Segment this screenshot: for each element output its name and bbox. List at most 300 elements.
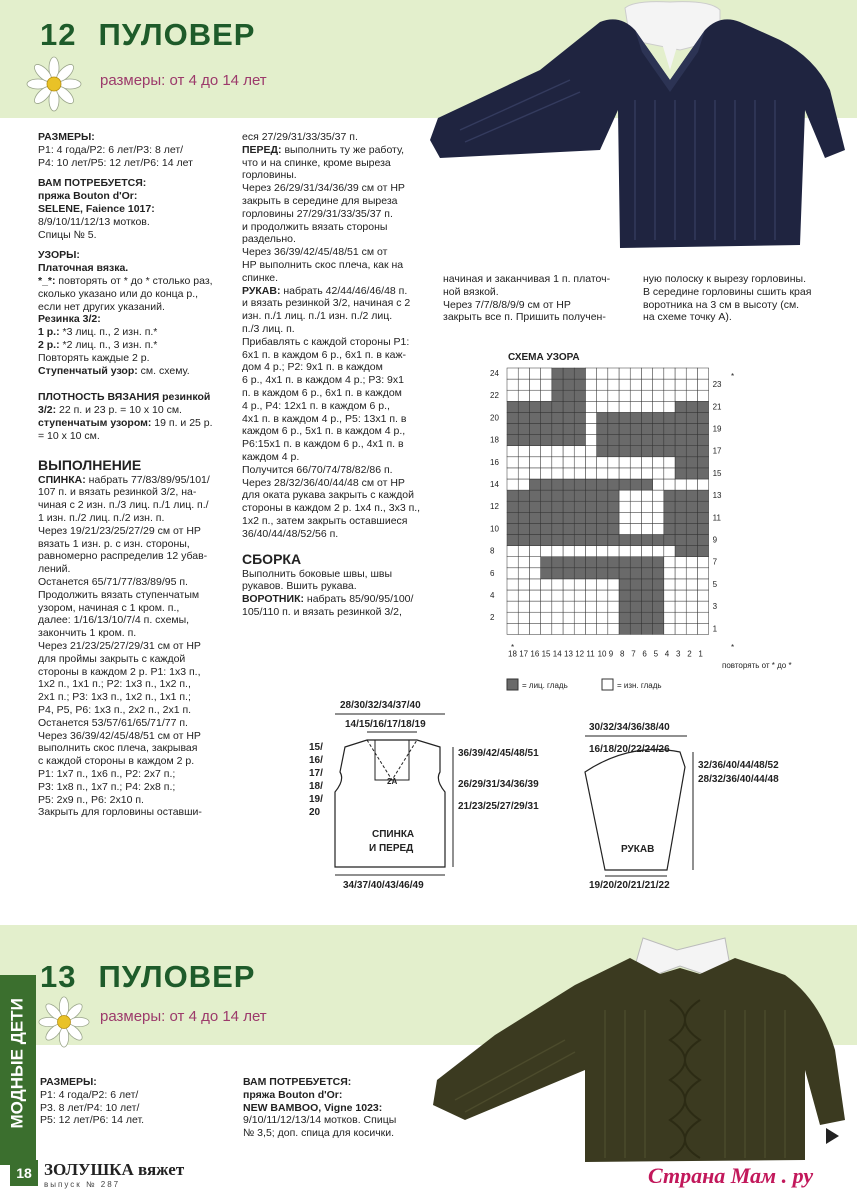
chart-cell <box>507 379 518 390</box>
chart-cell <box>697 412 708 423</box>
chart-cell <box>664 546 675 557</box>
next-page-arrow-icon[interactable] <box>826 1128 839 1144</box>
body-scheme <box>305 692 555 892</box>
chart-cell <box>552 412 563 423</box>
chart-cell <box>518 390 529 401</box>
chart-cell <box>675 401 686 412</box>
chart-cell <box>507 523 518 534</box>
chart-cell <box>608 468 619 479</box>
chart-cell <box>653 612 664 623</box>
chart-cell <box>653 368 664 379</box>
chart-cell <box>518 501 529 512</box>
chart-cell <box>697 501 708 512</box>
chart-cell <box>641 512 652 523</box>
chart-cell <box>630 546 641 557</box>
chart-cell <box>518 568 529 579</box>
chart-cell <box>541 368 552 379</box>
chart-cell <box>664 457 675 468</box>
chart-cell <box>686 401 697 412</box>
chart-cell <box>507 468 518 479</box>
chart-cell <box>630 523 641 534</box>
chart-right-label: 9 <box>712 535 718 545</box>
chart-bottom-label: 6 <box>642 649 647 659</box>
chart-cell <box>597 401 608 412</box>
chart-cell <box>552 568 563 579</box>
chart-cell <box>507 501 518 512</box>
chart-cell <box>529 457 540 468</box>
chart-cell <box>686 579 697 590</box>
chart-left-label: 22 <box>490 391 499 401</box>
chart-bottom-label: 8 <box>620 649 625 659</box>
chart-cell <box>529 535 540 546</box>
chart-cell <box>597 568 608 579</box>
chart-cell <box>653 601 664 612</box>
chart-cell <box>641 501 652 512</box>
chart-cell <box>574 368 585 379</box>
sleeve-label: РУКАВ <box>621 844 655 855</box>
chart-cell <box>697 612 708 623</box>
chart-cell <box>630 401 641 412</box>
chart-cell <box>675 557 686 568</box>
chart-cell <box>619 479 630 490</box>
chart-cell <box>675 424 686 435</box>
chart-cell <box>541 468 552 479</box>
chart-cell <box>608 512 619 523</box>
chart-cell <box>507 579 518 590</box>
legend-light-swatch <box>602 679 613 690</box>
chart-cell <box>597 368 608 379</box>
chart-cell <box>552 623 563 634</box>
chart-cell <box>585 368 596 379</box>
chart-cell <box>529 490 540 501</box>
chart-cell <box>563 501 574 512</box>
chart-cell <box>608 490 619 501</box>
chart-cell <box>697 568 708 579</box>
chart-cell <box>585 412 596 423</box>
chart-cell <box>585 590 596 601</box>
chart-cell <box>664 435 675 446</box>
chart-cell <box>664 557 675 568</box>
chart-cell <box>619 535 630 546</box>
chart-cell <box>664 601 675 612</box>
chart-cell <box>664 390 675 401</box>
column-2: еся 27/29/31/33/35/37 п. ПЕРЕД: выполнить ту же работу, что и на спинке, кроме выреза горловины. Через 26/29/31/34/36/39 см от НР закрыть в середине для выреза горловины 27/29/31/33/35/37 п. и продолжить вязать стороны раздельно. Через 36/39/42/45/48/51 см от НР выполнить скос плеча, как на спинке. РУКАВ: набрать 42/44/46/46/48 п. и вязать резинкой 3/2, начиная с 2 изн. п./1 лиц. п./1 изн. п./2 лиц. п./3 лиц. п. Прибавлять с каждой стороны Р1: 6х1 п. в каждом 6 р., 6х1 п. в каж- дом 4 р.; Р2: 9х1 п. в каждом 6 р., 4х1 п. в каждом 4 р.; Р3: 9х1 п. в каждом 6 р., 6х1 п. в каждом 4 р., Р4: 12х1 п. в каждом 6 р., 4х1 п. в каждом 4 р., Р5: 13х1 п. в каждом 6 р., 5х1 п. в каждом 4 р., Р6:15х1 п. в каждом 6 р., 4х1 п. в каждом 4 р. Получится 66/70/74/78/82/86 п. Через 28/32/36/40/44/48 см от НР для оката рукава закрыть с каждой стороны в каждом 2 р. 1х4 п., 3х3 п., 1х2 п., затем закрыть оставшиеся 36/40/44/48/52/56 п. СБОРКА Выполнить боковые швы, швы рукавов. Вшить рукава. ВОРОТНИК: набрать 85/90/95/100/ 105/110 п. и вязать резинкой 3/2, <box>242 131 421 618</box>
chart-cell <box>653 535 664 546</box>
chart-cell <box>507 546 518 557</box>
chart-cell <box>507 457 518 468</box>
chart-cell <box>529 523 540 534</box>
sweater-12-photo <box>420 0 857 255</box>
chart-cell <box>608 535 619 546</box>
chart-cell <box>619 557 630 568</box>
chart-cell <box>574 479 585 490</box>
chart-cell <box>675 390 686 401</box>
chart-cell <box>653 390 664 401</box>
chart-cell <box>630 368 641 379</box>
chart-cell <box>574 535 585 546</box>
body-left-2: 16/ <box>309 755 323 766</box>
chart-cell <box>697 523 708 534</box>
chart-cell <box>686 501 697 512</box>
chart-left-label: 10 <box>490 524 499 534</box>
chart-cell <box>619 512 630 523</box>
chart-cell <box>608 379 619 390</box>
chart-cell <box>619 568 630 579</box>
chart-cell <box>664 468 675 479</box>
chart-cell <box>641 590 652 601</box>
chart-cell <box>653 479 664 490</box>
chart-cell <box>541 523 552 534</box>
chart-cell <box>585 401 596 412</box>
chart-cell <box>686 457 697 468</box>
section-13-sizes: размеры: от 4 до 14 лет <box>100 1008 267 1025</box>
chart-bottom-label: 9 <box>608 649 614 659</box>
chart-cell <box>686 535 697 546</box>
chart-cell <box>574 501 585 512</box>
chart-cell <box>697 601 708 612</box>
chart-cell <box>619 523 630 534</box>
chart-cell <box>608 479 619 490</box>
chart-cell <box>529 623 540 634</box>
chart-cell <box>552 435 563 446</box>
chart-cell <box>641 579 652 590</box>
body-label-1: СПИНКА <box>372 829 415 840</box>
chart-cell <box>552 546 563 557</box>
chart-cell <box>641 612 652 623</box>
chart-cell <box>585 457 596 468</box>
chart-cell <box>697 535 708 546</box>
chart-cell <box>641 368 652 379</box>
chart-cell <box>552 535 563 546</box>
chart-cell <box>675 468 686 479</box>
column-1: РАЗМЕРЫ: Р1: 4 года/Р2: 6 лет/Р3: 8 лет/ Р4: 10 лет/Р5: 12 лет/Р6: 14 лет ВАМ ПОТРЕБУЕТСЯ: пряжа Bouton d'Or: SELENE, Faience 1017: 8/9/10/11/12/13 мотков. Спицы № 5. УЗОРЫ: Платочная вязка. *_*: повторять от * до * столько раз, сколько указано или до конца р., если нет других указаний. Резинка 3/2: 1 р.: *3 лиц. п., 2 изн. п.* 2 р.: *2 лиц. п., 3 изн. п.* Повторять каждые 2 р. Ступенчатый узор: см. схему. ПЛОТНОСТЬ ВЯЗАНИЯ резинкой 3/2: 22 п. и 23 р. = 10 х 10 см. ступенчатым узором: 19 п. и 25 р. = 10 х 10 см. ВЫПОЛНЕНИЕ СПИНКА: набрать 77/83/89/95/101/ 107 п. и вязать резинкой 3/2, на- чиная с 2 изн. п./3 лиц. п./1 лиц. п./ 1 изн. п./2 лиц. п./2 изн. п. Через 19/21/23/25/27/29 см от НР вязать 1 изн. р. с изн. стороны, равномерно распределив 12 убав- лений. Останется 65/71/77/83/89/95 п. Продолжить вязать ступенчатым узором, начиная с 1 кром. п., далее: 1/16/13/10/7/4 п. схемы, закончить 1 кром. п. Через 21/23/25/27/29/31 см от НР для проймы закрыть с каждой стороны в каждом 2 р. Р1: 1х3 п., 1х2 п., 1х1 п.; Р2: 1х3 п., 1х2 п., 2х1 п.; Р3: 1х3 п., 1х2 п., 1х1 п.; Р4, Р5, Р6: 1х3 п., 2х2 п., 2х1 п. Останется 53/57/61/65/71/77 п. Через 36/39/42/45/48/51 см от НР выполнить скос плеча, закрывая с каждой стороны в каждом 2 р. Р1: 1х7 п., 1х6 п., Р2: 2х7 п.; Р3: 1х8 п., 1х7 п.; Р4: 2х8 п.; Р5: 2х9 п., Р6: 2х10 п. Закрыть для горловины оставши- <box>38 131 213 819</box>
chart-cell <box>597 468 608 479</box>
chart-cell <box>664 368 675 379</box>
chart-cell <box>686 390 697 401</box>
chart-bottom-label: 17 <box>519 649 529 659</box>
chart-cell <box>608 579 619 590</box>
chart-cell <box>675 490 686 501</box>
chart-cell <box>518 523 529 534</box>
chart-cell <box>563 579 574 590</box>
chart-cell <box>675 546 686 557</box>
section-12-sizes: размеры: от 4 до 14 лет <box>100 72 267 89</box>
chart-cell <box>563 512 574 523</box>
chart-cell <box>686 590 697 601</box>
chart-cell <box>563 468 574 479</box>
chart-cell <box>552 479 563 490</box>
chart-cell <box>641 468 652 479</box>
chart-cell <box>686 490 697 501</box>
chart-cell <box>675 512 686 523</box>
chart-cell <box>563 446 574 457</box>
chart-cell <box>697 368 708 379</box>
chart-cell <box>630 535 641 546</box>
chart-cell <box>619 368 630 379</box>
chart-cell <box>507 390 518 401</box>
chart-cell <box>686 468 697 479</box>
chart-cell <box>619 490 630 501</box>
chart-cell <box>619 468 630 479</box>
chart-cell <box>664 446 675 457</box>
chart-cell <box>686 446 697 457</box>
chart-cell <box>619 590 630 601</box>
chart-cell <box>518 612 529 623</box>
chart-cell <box>574 590 585 601</box>
chart-cell <box>585 379 596 390</box>
chart-cell <box>541 590 552 601</box>
chart-cell <box>675 412 686 423</box>
chart-bottom-label: 2 <box>687 649 692 659</box>
chart-cell <box>608 435 619 446</box>
chart-cell <box>608 557 619 568</box>
legend-dark-label: = лиц. гладь <box>522 681 568 690</box>
chart-cell <box>597 579 608 590</box>
chart-cell <box>630 579 641 590</box>
chart-cell <box>507 446 518 457</box>
chart-cell <box>574 546 585 557</box>
chart-cell <box>541 379 552 390</box>
chart-cell <box>585 468 596 479</box>
chart-cell <box>619 435 630 446</box>
chart-cell <box>563 412 574 423</box>
chart-cell <box>585 623 596 634</box>
chart-cell <box>529 368 540 379</box>
section-13-title-text: ПУЛОВЕР <box>98 959 256 994</box>
daisy-icon <box>26 56 82 112</box>
chart-star-left: * <box>511 643 515 652</box>
side-tab-text: МОДНЫЕ ДЕТИ <box>7 998 27 1129</box>
chart-cell <box>507 512 518 523</box>
chart-cell <box>641 523 652 534</box>
chart-cell <box>529 479 540 490</box>
chart-cell <box>675 523 686 534</box>
chart-cell <box>664 401 675 412</box>
chart-cell <box>619 412 630 423</box>
chart-cell <box>630 512 641 523</box>
chart-cell <box>686 424 697 435</box>
chart-cell <box>697 379 708 390</box>
chart-cell <box>697 435 708 446</box>
chart-right-label: 3 <box>712 602 718 612</box>
chart-cell <box>686 557 697 568</box>
body-right-2: 26/29/31/34/36/39 <box>458 779 539 790</box>
chart-cell <box>574 457 585 468</box>
chart-cell <box>585 601 596 612</box>
sleeve-top-dim-2: 16/18/20/22/24/26 <box>589 744 670 755</box>
section-13-column-1: РАЗМЕРЫ: Р1: 4 года/Р2: 6 лет/ Р3. 8 лет/Р4: 10 лет/ Р5: 12 лет/Р6: 14 лет. <box>40 1076 145 1127</box>
chart-cell <box>675 612 686 623</box>
chart-cell <box>697 490 708 501</box>
chart-cell <box>507 424 518 435</box>
chart-cell <box>697 479 708 490</box>
chart-cell <box>697 390 708 401</box>
chart-cell <box>653 557 664 568</box>
chart-cell <box>653 546 664 557</box>
section-13-number: 13 <box>40 959 77 994</box>
chart-left-label: 4 <box>490 591 495 600</box>
chart-cell <box>641 412 652 423</box>
chart-cell <box>541 568 552 579</box>
chart-cell <box>630 468 641 479</box>
chart-right-label: 21 <box>712 402 722 412</box>
chart-cell <box>585 568 596 579</box>
chart-cell <box>641 435 652 446</box>
chart-left-label: 24 <box>490 369 499 378</box>
chart-cell <box>675 579 686 590</box>
chart-cell <box>585 557 596 568</box>
chart-cell <box>641 446 652 457</box>
chart-cell <box>619 390 630 401</box>
chart-cell <box>541 501 552 512</box>
chart-cell <box>641 490 652 501</box>
chart-star-top: * <box>731 372 735 381</box>
chart-cell <box>686 435 697 446</box>
chart-cell <box>630 457 641 468</box>
chart-cell <box>641 623 652 634</box>
chart-left-label: 2 <box>490 613 495 623</box>
chart-cell <box>563 535 574 546</box>
chart-cell <box>686 601 697 612</box>
chart-cell <box>563 390 574 401</box>
chart-cell <box>529 579 540 590</box>
chart-cell <box>585 512 596 523</box>
chart-cell <box>552 490 563 501</box>
chart-cell <box>597 590 608 601</box>
chart-cell <box>529 546 540 557</box>
body-left-5: 19/ <box>309 794 323 805</box>
chart-right-label: 23 <box>712 380 722 390</box>
watermark: Страна Мам . ру <box>648 1163 814 1188</box>
chart-cell <box>697 468 708 479</box>
chart-cell <box>664 535 675 546</box>
chart-cell <box>552 446 563 457</box>
chart-cell <box>686 523 697 534</box>
chart-cell <box>608 612 619 623</box>
chart-cell <box>518 468 529 479</box>
sleeve-bottom-dim: 19/20/20/21/21/22 <box>589 880 670 891</box>
chart-cell <box>608 623 619 634</box>
chart-cell <box>686 379 697 390</box>
body-bottom-dim: 34/37/40/43/46/49 <box>343 880 424 891</box>
chart-cell <box>585 535 596 546</box>
chart-cell <box>697 546 708 557</box>
chart-cell <box>563 490 574 501</box>
chart-cell <box>518 435 529 446</box>
chart-cell <box>507 590 518 601</box>
chart-cell <box>552 390 563 401</box>
chart-cell <box>664 579 675 590</box>
chart-cell <box>686 512 697 523</box>
chart-cell <box>574 557 585 568</box>
chart-bottom-label: 13 <box>564 649 573 659</box>
chart-cell <box>641 601 652 612</box>
legend-light-label: = изн. гладь <box>617 681 662 690</box>
chart-cell <box>529 379 540 390</box>
column-3: начиная и заканчивая 1 п. платоч- ной вязкой. Через 7/7/8/8/9/9 см от НР закрыть все п. Пришить получен- <box>443 273 611 324</box>
chart-cell <box>541 457 552 468</box>
chart-cell <box>574 401 585 412</box>
chart-cell <box>541 412 552 423</box>
chart-left-label: 18 <box>490 435 499 445</box>
chart-cell <box>507 435 518 446</box>
chart-cell <box>529 601 540 612</box>
chart-left-label: 8 <box>490 546 495 556</box>
chart-cell <box>507 568 518 579</box>
chart-cell <box>518 446 529 457</box>
body-left-4: 18/ <box>309 781 323 792</box>
body-left-6: 20 <box>309 807 321 818</box>
chart-cell <box>653 623 664 634</box>
chart-cell <box>518 379 529 390</box>
chart-cell <box>552 468 563 479</box>
chart-cell <box>585 490 596 501</box>
chart-cell <box>686 546 697 557</box>
chart-cell <box>619 424 630 435</box>
chart-cell <box>541 601 552 612</box>
chart-cell <box>541 435 552 446</box>
chart-cell <box>697 557 708 568</box>
chart-cell <box>563 435 574 446</box>
chart-cell <box>597 535 608 546</box>
chart-cell <box>608 401 619 412</box>
chart-cell <box>653 457 664 468</box>
chart-cell <box>686 479 697 490</box>
chart-cell <box>507 535 518 546</box>
body-label-2: И ПЕРЕД <box>369 843 414 854</box>
chart-cell <box>608 368 619 379</box>
chart-cell <box>574 490 585 501</box>
chart-cell <box>675 601 686 612</box>
chart-cell <box>664 590 675 601</box>
chart-cell <box>664 479 675 490</box>
chart-cell <box>507 612 518 623</box>
chart-cell <box>507 490 518 501</box>
chart-cell <box>574 446 585 457</box>
chart-cell <box>585 579 596 590</box>
section-12-title <box>40 16 255 54</box>
column-4: ную полоску к вырезу горловины. В середине горловины сшить края воротника на 3 см в высоту (см. на схеме точку А). <box>643 273 812 324</box>
chart-cell <box>653 579 664 590</box>
chart-cell <box>597 501 608 512</box>
chart-cell <box>686 612 697 623</box>
chart-cell <box>630 479 641 490</box>
chart-cell <box>585 612 596 623</box>
chart-cell <box>518 546 529 557</box>
chart-cell <box>529 435 540 446</box>
chart-cell <box>541 424 552 435</box>
chart-cell <box>563 368 574 379</box>
chart-cell <box>507 368 518 379</box>
chart-cell <box>675 590 686 601</box>
chart-cell <box>507 412 518 423</box>
chart-cell <box>630 612 641 623</box>
chart-cell <box>563 601 574 612</box>
body-right-1: 36/39/42/45/48/51 <box>458 748 539 759</box>
chart-cell <box>675 457 686 468</box>
chart-left-label: 14 <box>490 480 499 489</box>
chart-cell <box>653 523 664 534</box>
chart-repeat-note: повторять от * до * <box>722 661 792 670</box>
chart-cell <box>608 590 619 601</box>
chart-cell <box>630 390 641 401</box>
chart-cell <box>597 512 608 523</box>
legend-dark-swatch <box>507 679 518 690</box>
chart-cell <box>653 435 664 446</box>
chart-cell <box>541 512 552 523</box>
chart-cell <box>552 379 563 390</box>
chart-cell <box>529 512 540 523</box>
